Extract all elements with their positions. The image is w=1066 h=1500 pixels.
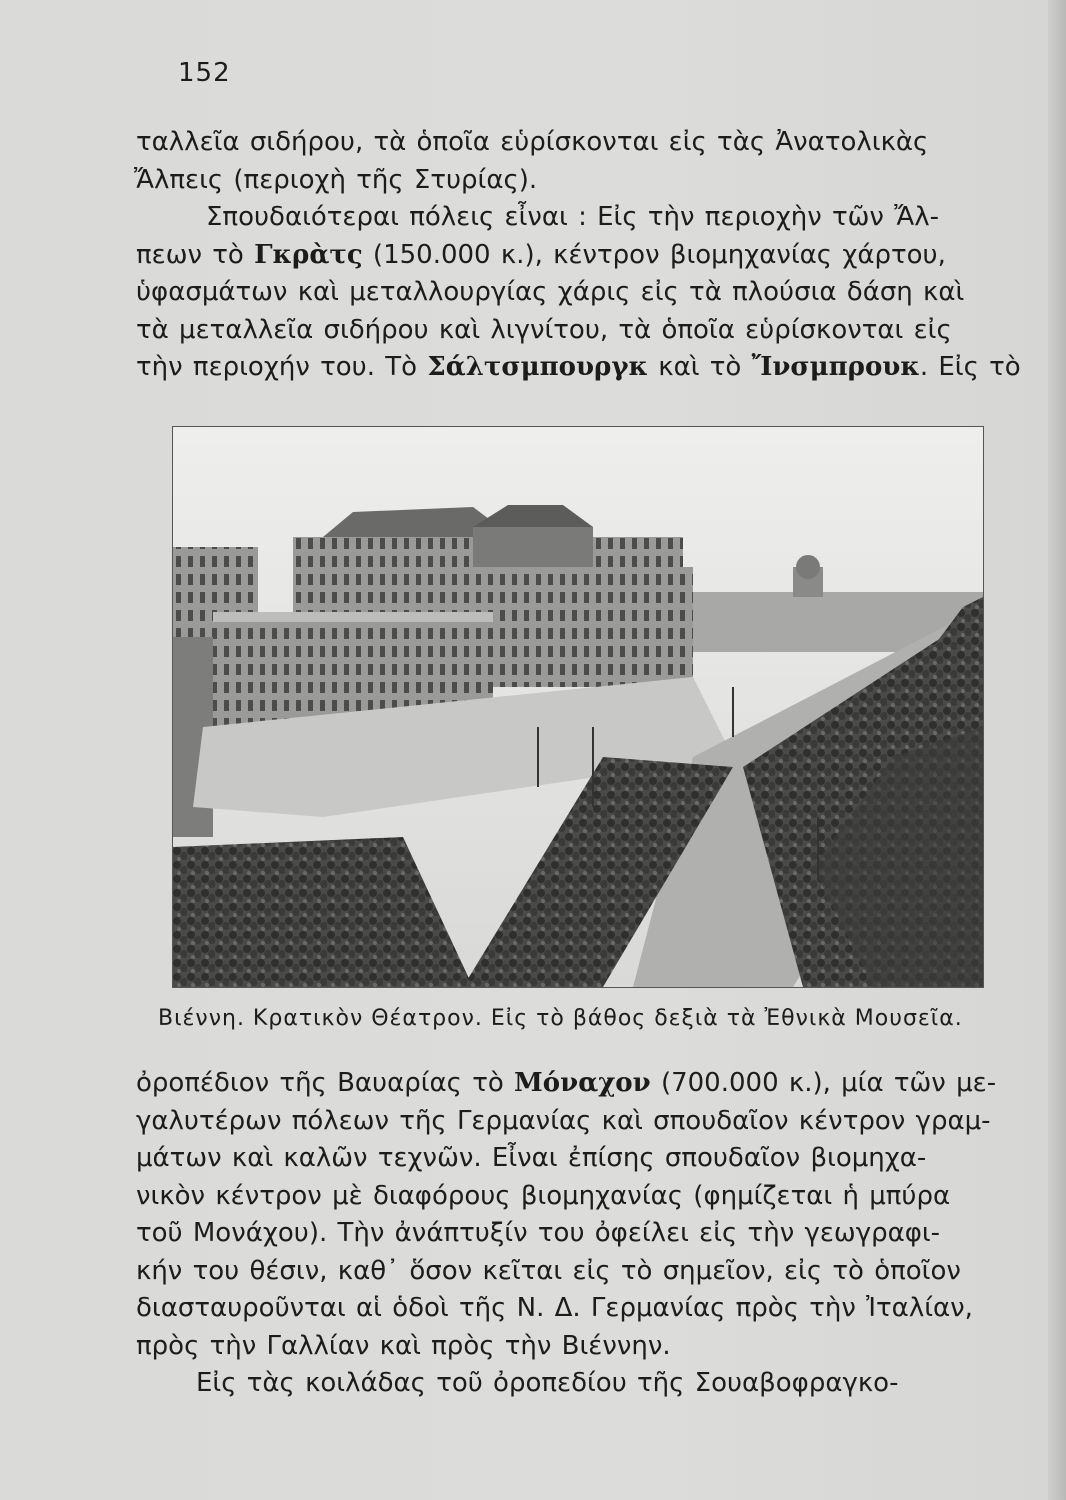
bold-place-name: Σάλτσμπουργκ bbox=[427, 352, 648, 382]
text-segment: τὰ μεταλλεῖα σιδήρου καὶ λιγνίτου, τὰ ὁποῖα εὑρίσκονται εἰς bbox=[136, 314, 952, 345]
figure-caption: Βιέννη. Κρατικὸν Θέατρον. Εἰς τὸ βάθος δεξιὰ τὰ Ἐθνικὰ Μουσεῖα. bbox=[158, 1006, 963, 1031]
text-segment: (700.000 κ.), μία τῶν με- bbox=[650, 1068, 997, 1098]
text-segment: ταλλεῖα σιδήρου, τὰ ὁποῖα εὑρίσκονται εἰς τὰς Ἀνατολικὰς bbox=[136, 127, 929, 157]
text-line bbox=[136, 1328, 1031, 1366]
text-segment: τὴν περιοχήν του. Τὸ bbox=[136, 352, 428, 382]
text-segment: νικὸν κέντρον μὲ διαφόρους βιομηχανίας (φημίζεται ἡ μπύρα bbox=[136, 1180, 951, 1211]
text-line bbox=[206, 199, 1031, 237]
text-segment: Εἰς τὰς κοιλάδας τοῦ ὀροπεδίου τῆς Σουαβοφραγκο- bbox=[196, 1368, 899, 1398]
text-line bbox=[136, 1103, 1031, 1141]
text-segment: τοῦ Μονάχου). Τὴν ἀνάπτυξίν του ὀφείλει εἰς τὴν γεωγραφι- bbox=[136, 1218, 941, 1248]
text-segment: Ἄλπεις (περιοχὴ τῆς Στυρίας). bbox=[134, 164, 538, 195]
text-line bbox=[136, 124, 1031, 162]
theatre-photograph bbox=[172, 426, 984, 988]
text-segment: πρὸς τὴν Γαλλίαν καὶ πρὸς τὴν Βιέννην. bbox=[136, 1330, 671, 1361]
text-line bbox=[136, 1140, 1031, 1178]
text-segment: καὶ τὸ bbox=[647, 352, 752, 382]
text-segment: ὀροπέδιον τῆς Βαυαρίας τὸ bbox=[136, 1068, 515, 1098]
page-number: 152 bbox=[178, 58, 231, 88]
text-line bbox=[136, 274, 1031, 312]
text-line bbox=[136, 1178, 1031, 1216]
text-segment: . Εἰς τὸ bbox=[919, 352, 1021, 382]
text-line bbox=[136, 1215, 1031, 1253]
text-line bbox=[136, 312, 1031, 350]
text-line bbox=[136, 349, 1031, 387]
text-line bbox=[136, 1065, 1031, 1103]
text-segment: πεων τὸ bbox=[136, 239, 255, 270]
text-segment: Σπουδαιότεραι πόλεις εἶναι : Εἰς τὴν περιοχὴν τῶν Ἄλ- bbox=[206, 202, 939, 232]
bold-place-name: Γκρὰτς bbox=[254, 239, 363, 270]
text-line bbox=[136, 1290, 1031, 1328]
text-segment: διασταυροῦνται αἱ ὁδοὶ τῆς Ν. Δ. Γερμανίας πρὸς τὴν Ἰταλίαν, bbox=[136, 1293, 973, 1323]
text-segment: ὑφασμάτων καὶ μεταλλουργίας χάρις εἰς τὰ πλούσια δάση καὶ bbox=[136, 277, 965, 307]
page-edge-shadow bbox=[1048, 0, 1066, 1500]
text-block-bottom bbox=[136, 1065, 1031, 1403]
text-segment: κήν του θέσιν, καθ᾽ ὅσον κεῖται εἰς τὸ σημεῖον, εἰς τὸ ὁποῖον bbox=[136, 1255, 961, 1286]
text-block-top bbox=[136, 124, 1031, 387]
text-line bbox=[136, 237, 1031, 275]
text-segment: (150.000 κ.), κέντρον βιομηχανίας χάρτου, bbox=[362, 239, 946, 270]
text-line bbox=[134, 162, 1031, 200]
text-line bbox=[196, 1365, 1031, 1403]
text-line bbox=[136, 1253, 1031, 1291]
bold-place-name: Μόναχον bbox=[514, 1068, 651, 1098]
text-segment: γαλυτέρων πόλεων τῆς Γερμανίας καὶ σπουδαῖον κέντρον γραμ- bbox=[136, 1105, 991, 1136]
text-segment: μάτων καὶ καλῶν τεχνῶν. Εἶναι ἐπίσης σπουδαῖον βιομηχα- bbox=[136, 1143, 927, 1173]
vienna-burgtheater-image bbox=[173, 427, 983, 987]
bold-place-name: Ἴνσμπρουκ bbox=[751, 352, 920, 382]
